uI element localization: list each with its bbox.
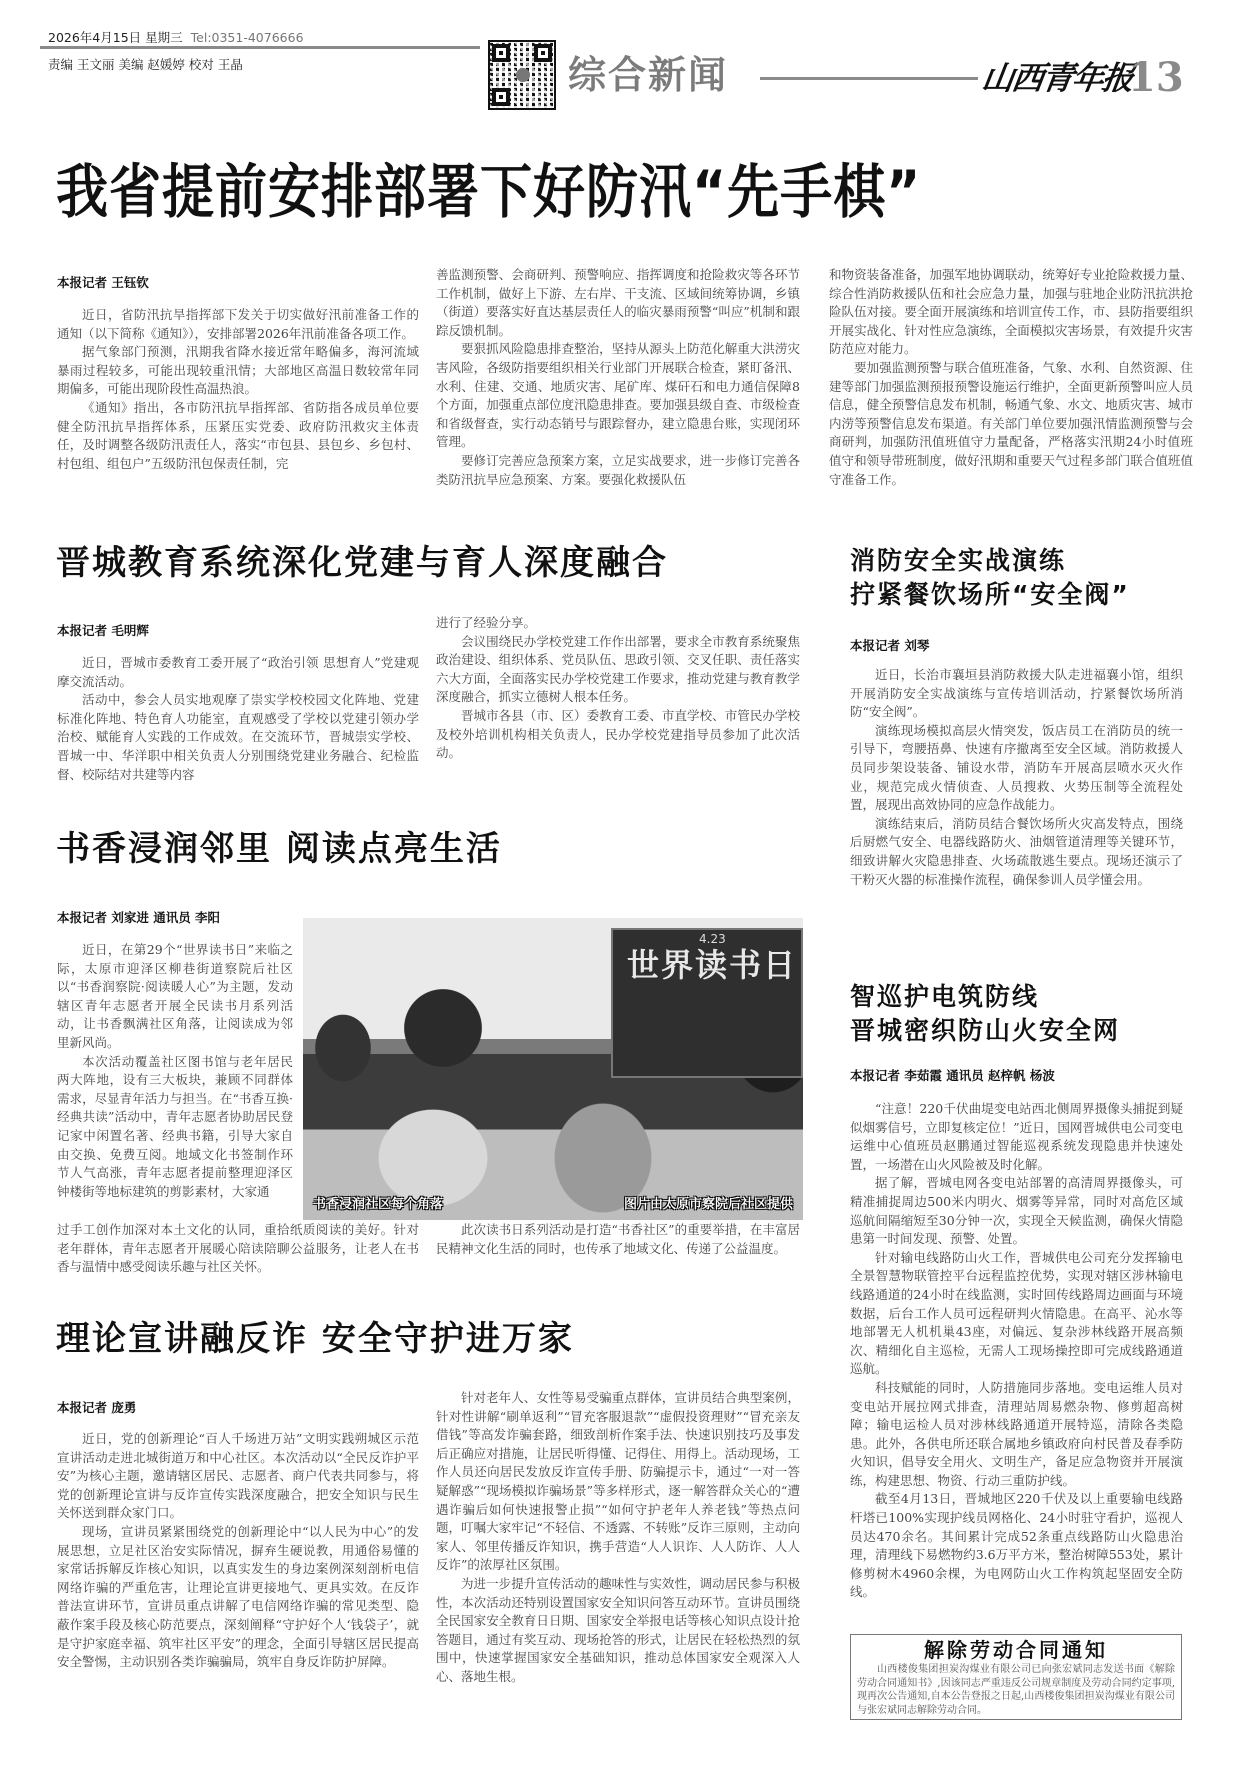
paragraph: 截至4月13日，晋城地区220千伏及以上重要输电线路杆塔已100%实现护线员网格化、24小时驻守看护，巡视人员达470余名。其间累计完成52条重点线路防山火隐患治理，清理线下易燃物约3.6万平方米，整治树障553处，累计修剪树木4960余棵，为电网防山火工作构筑起坚固安全防线。 [850, 1491, 1183, 1600]
paragraph: 为进一步提升宣传活动的趣味性与实效性，调动居民参与积极性，本次活动还特别设置国家安全知识问答互动环节。宣讲员围绕全民国家安全教育日日期、国家安全举报电话等核心知识点设计抢答题目，通过有奖互动、现场抢答的形式，让居民在轻松热烈的氛围中，快速掌握国家安全基础知识，推动总体国家安全观深入人心、落地生根。 [436, 1575, 800, 1684]
board-text: 世界读书日 [627, 946, 798, 984]
article-column [57, 1430, 419, 1672]
paragraph: 针对输电线路防山火工作，晋城供电公司充分发挥输电全景智慧物联管控平台远程监控优势，实现对辖区涉林输电线路通道的24小时在线监测，实时回传线路周边画面与环境数据，后台工作人员可远程研判火情隐患。在高平、沁水等地部署无人机机巢43座，对偏远、复杂涉林线路开展高频次、精细化自主巡检，无需人工现场操控即可完成线路通道巡航。 [850, 1249, 1183, 1377]
article-column [436, 266, 800, 489]
headline-line: 晋城密织防山火安全网 [850, 1015, 1121, 1045]
paragraph: 会议围绕民办学校党建工作作出部署，要求全市教育系统聚焦政治建设、组织体系、党员队伍、思政引领、交叉任职、责任落实六大方面，全面落实民办学校党建工作要求，推动党建与教育教学深度融合，抓实立德树人根本任务。 [436, 633, 800, 705]
editor-credits: 责编 王文丽 美编 赵媛婷 校对 王晶 [48, 57, 243, 72]
article-column [850, 1100, 1183, 1602]
paragraph: 近日，晋城市委教育工委开展了“政治引领 思想育人”党建观摩交流活动。 [57, 655, 419, 689]
byline: 本报记者 李茹霞 通讯员 赵梓帆 杨波 [850, 1068, 1055, 1083]
byline: 本报记者 刘家进 通讯员 李阳 [57, 910, 221, 925]
paragraph: 近日，省防汛抗旱指挥部下发关于切实做好汛前准备工作的通知（以下简称《通知》），安排部署2026年汛前准备各项工作。 [57, 307, 419, 341]
article-headline: 书香浸润邻里 阅读点亮生活 [56, 829, 502, 869]
paragraph: 演练结束后，消防员结合餐饮场所火灾高发特点，围绕后厨燃气安全、电器线路防火、油烟管道清理等关键环节，细致讲解火灾隐患排查、火场疏散逃生要点。现场还演示了干粉灭火器的标准操作流程，确保参训人员学懂会用。 [850, 815, 1183, 887]
board-date: 4.23 [699, 932, 726, 946]
section-name: 综合新闻 [568, 52, 729, 97]
paragraph: 科技赋能的同时，人防措施同步落地。变电运维人员对变电站开展拉网式排查，清理站周易燃杂物、修剪超高树障；输电运检人员对涉林线路通道开展特巡，清除各类隐患。此外，各供电所还联合属地乡镇政府向村民普及春季防火知识，倡导安全用火、文明生产，备足应急物资并开展演练，构建思想、物资、行动三重防护线。 [850, 1379, 1183, 1488]
article-headline [850, 980, 1120, 1048]
paragraph: 晋城市各县（市、区）委教育工委、市直学校、市管民办学校及校外培训机构相关负责人，民办学校党建指导员参加了此次活动。 [436, 707, 800, 761]
headline-line: 消防安全实战演练 [850, 546, 1067, 575]
byline: 本报记者 刘琴 [850, 638, 930, 653]
paragraph: 过手工创作加深对本土文化的认同，重拾纸质阅读的美好。针对老年群体，青年志愿者开展暖心陪读陪聊公益服务，让老人在书香与温情中感受阅读乐趣与社区关怀。 [57, 1222, 419, 1275]
paragraph: 和物资装备准备，加强军地协调联动，统筹好专业抢险救援力量、综合性消防救援队伍和社会应急力量，加强与驻地企业防汛抗洪抢险队伍对接。要全面开展演练和培训宣传工作，市、县防指要组织开展实战化、针对性应急演练，全面模拟灾害场景，有效提升灾害防范应对能力。 [829, 267, 1193, 357]
paragraph: 本次活动覆盖社区图书馆与老年居民两大阵地，设有三大板块，兼顾不同群体需求，尽显青年活力与担当。在“书香互换·经典共读”活动中，青年志愿者协助居民登记家中闲置名著、经典书籍，引导大家自由交换、免费互阅。地域文化书签制作环节人气高涨，青年志愿者提前整理迎泽区钟楼街等地标建筑的剪影素材，大家通 [57, 1053, 293, 1199]
paragraph: 《通知》指出，各市防汛抗旱指挥部、省防指各成员单位要健全防汛抗旱指挥体系，压紧压实党委、政府防汛救灾主体责任，及时调整各级防汛责任人，落实“市包县、县包乡、乡包村、村包组、组包户”五级防汛包保责任制，完 [57, 399, 419, 471]
paragraph: 演练现场模拟高层火情突发，饭店员工在消防员的统一引导下，弯腰捂鼻、快速有序撤离至安全区域。消防救援人员同步架设装备、铺设水带，消防车开展高层喷水灭火作业，规范完成火情侦查、人员搜救、火势压制等全流程处置，展现出高效协同的应急作战能力。 [850, 722, 1183, 813]
paragraph: 现场，宣讲员紧紧围绕党的创新理论中“以人民为中心”的发展思想，立足社区治安实际情况，摒弃生硬说教，用通俗易懂的家常话拆解反诈核心知识，以真实发生的身边案例深刻剖析电信网络诈骗的严重危害，让理论宣讲更接地气、更具实效。在反诈普法宣讲环节，宣讲员重点讲解了电信网络诈骗的常见类型、隐蔽作案手段及核心防范要点，深刻阐释“守护好个人‘钱袋子’，就是守护家庭幸福、筑牢社区平安”的理念，全面引导辖区居民提高安全警惕，主动识别各类诈骗骗局，筑牢自身反诈防护屏障。 [57, 1523, 419, 1670]
masthead-rule-right [760, 77, 978, 80]
legal-notice-box [850, 1634, 1182, 1720]
notice-body: 山西楼俊集团担炭沟煤业有限公司已向张宏斌同志发送书面《解除劳动合同通知书》,因该同志严重违反公司规章制度及劳动合同约定事项,现再次公告通知,自本公告登报之日起,山西楼俊集团担炭沟煤业有限公司与张宏斌同志解除劳动合同。 [857, 1664, 1175, 1716]
article-headline: 晋城教育系统深化党建与育人深度融合 [56, 543, 668, 583]
article-column [57, 306, 419, 473]
paragraph: 近日，长治市襄垣县消防救援大队走进福襄小馆，组织开展消防安全实战演练与宣传培训活动，拧紧餐饮场所消防“安全阀”。 [850, 667, 1183, 720]
headline-line: 拧紧餐饮场所“安全阀” [850, 579, 1130, 609]
headline-line: 智巡护电筑防线 [850, 982, 1040, 1011]
byline: 本报记者 王钰钦 [57, 275, 149, 290]
paragraph: 针对老年人、女性等易受骗重点群体，宣讲员结合典型案例，针对性讲解“刷单返利”“冒充客服退款”“虚假投资理财”“冒充亲友借钱”等高发诈骗套路，细致剖析作案手法、快速识别技巧及事发后正确应对措施，让居民听得懂、记得住、用得上。活动现场，工作人员还向居民发放反诈宣传手册、防骗提示卡，通过“一对一答疑解惑”“现场模拟诈骗场景”等多样形式，逐一解答群众关心的“遭遇诈骗后如何快速报警止损”“如何守护老年人养老钱”等热点问题，叮嘱大家牢记“不轻信、不透露、不转账”反诈三原则，主动向家人、邻里传播反诈知识，携手营造“人人识诈、人人防诈、人人反诈”的浓厚社区氛围。 [436, 1390, 800, 1573]
article-headline [850, 544, 1130, 612]
paragraph: 据了解，晋城电网各变电站部署的高清周界摄像头，可精准捕捉周边500米内明火、烟雾等异常，同时对高危区域巡航间隔缩短至30分钟一次，实现全天候监测，确保火情隐患第一时间发现、预警、处置。 [850, 1175, 1183, 1247]
paragraph: “注意！220千伏曲堤变电站西北侧周界摄像头捕捉到疑似烟雾信号，立即复核定位！”近日，国网晋城供电公司变电运维中心值班员赵鹏通过智能巡视系统发现隐患并快速处置，一场潜在山火风险被及时化解。 [850, 1101, 1183, 1172]
article-column [829, 266, 1193, 489]
chalkboard [611, 928, 803, 1078]
photo-credit: 图片由太原市察院后社区提供 [623, 1197, 793, 1212]
article-column [436, 614, 800, 763]
article-column [57, 1221, 419, 1277]
article-column [436, 1389, 800, 1687]
article-column [850, 666, 1183, 889]
qr-code-icon[interactable] [488, 40, 556, 110]
masthead-rule-left [40, 46, 480, 49]
paragraph: 近日，党的创新理论“百人千场进万站”文明实践朔城区示范宣讲活动走进北城街道万和中心社区。本次活动以“全民反诈护平安”为核心主题，邀请辖区居民、志愿者、商户代表共同参与，将党的创新理论宣讲与反诈宣传实践深度融合，把安全知识与民生关怀送到群众家门口。 [57, 1431, 419, 1521]
newspaper-logo: 山西青年报 [979, 59, 1135, 97]
byline: 本报记者 毛明辉 [57, 623, 149, 638]
paragraph: 此次读书日系列活动是打造“书香社区”的重要举措，在丰富居民精神文化生活的同时，也传承了地域文化、传递了公益温度。 [436, 1222, 800, 1256]
article-column [436, 1221, 800, 1258]
notice-title: 解除劳动合同通知 [924, 1638, 1108, 1662]
lead-headline: 我省提前安排部署下好防汛“先手棋” [56, 159, 922, 227]
article-headline: 理论宣讲融反诈 安全守护进万家 [56, 1319, 574, 1359]
phone-number: Tel:0351-4076666 [190, 30, 304, 45]
issue-date [48, 28, 304, 46]
photo-caption: 书香浸润社区每个角落 [313, 1197, 444, 1212]
paragraph: 要狠抓风险隐患排查整治，坚持从源头上防范化解重大洪涝灾害风险，各级防指要组织相关行业部门开展联合检查，紧盯备汛、水利、住建、交通、地质灾害、尾矿库、煤矸石和电力通信保障8个方面，加强重点部位度汛隐患排查。要加强县级自查、市级检查和省级督查，实行动态销号与跟踪督办，建立隐患台账，实现闭环管理。 [436, 341, 800, 450]
paragraph: 要加强监测预警与联合值班准备，气象、水利、自然资源、住建等部门加强监测预报预警设施运行维护，全面更新预警叫应人员信息，健全预警信息发布机制，畅通气象、水文、地质灾害、城市内涝等预警信息发布渠道。有关部门单位要加强汛情监测预警与会商研判，加强防汛值班值守力量配备，严格落实汛期24小时值班值守和领导带班制度，做好汛期和重要天气过程多部门联合值班值守准备工作。 [829, 359, 1193, 487]
byline: 本报记者 庞勇 [57, 1400, 137, 1415]
issue-date-text: 2026年4月15日 星期三 [48, 30, 183, 45]
page-number: 13 [1128, 54, 1184, 101]
paragraph: 进行了经验分享。 [436, 615, 537, 630]
article-column [57, 654, 419, 784]
paragraph: 要修订完善应急预案方案，立足实战要求，进一步修订完善各类防汛抗旱应急预案、方案。要强化救援队伍 [436, 452, 800, 487]
article-column [57, 941, 293, 1201]
paragraph: 据气象部门预测，汛期我省降水接近常年略偏多，海河流域暴雨过程较多，可能出现较重汛情；大部地区高温日数较常年同期偏多，可能出现阶段性高温热浪。 [57, 344, 419, 397]
paragraph: 善监测预警、会商研判、预警响应、指挥调度和抢险救灾等各环节工作机制，做好上下游、左右岸、干支流、区域间统筹协调，乡镇（街道）要落实好直达基层责任人的临灾暴雨预警“叫应”机制和跟踪反馈机制。 [436, 267, 800, 338]
paragraph: 近日，在第29个“世界读书日”来临之际，太原市迎泽区柳巷街道察院后社区以“书香润察院·阅读暖人心”为主题，发动辖区青年志愿者开展全民读书月系列活动，让书香飘满社区角落，让阅读成为邻里新风尚。 [57, 942, 293, 1050]
paragraph: 活动中，参会人员实地观摩了崇实学校校园文化阵地、党建标准化阵地、特色育人功能室，直观感受了学校以党建引领办学治校、赋能育人实践的工作成效。在交流环节，晋城崇实学校、晋城一中、华洋职中相关负责人分别围绕党建业务融合、纪检监督、校际结对共建等内容 [57, 692, 419, 782]
article-photo [303, 918, 803, 1220]
